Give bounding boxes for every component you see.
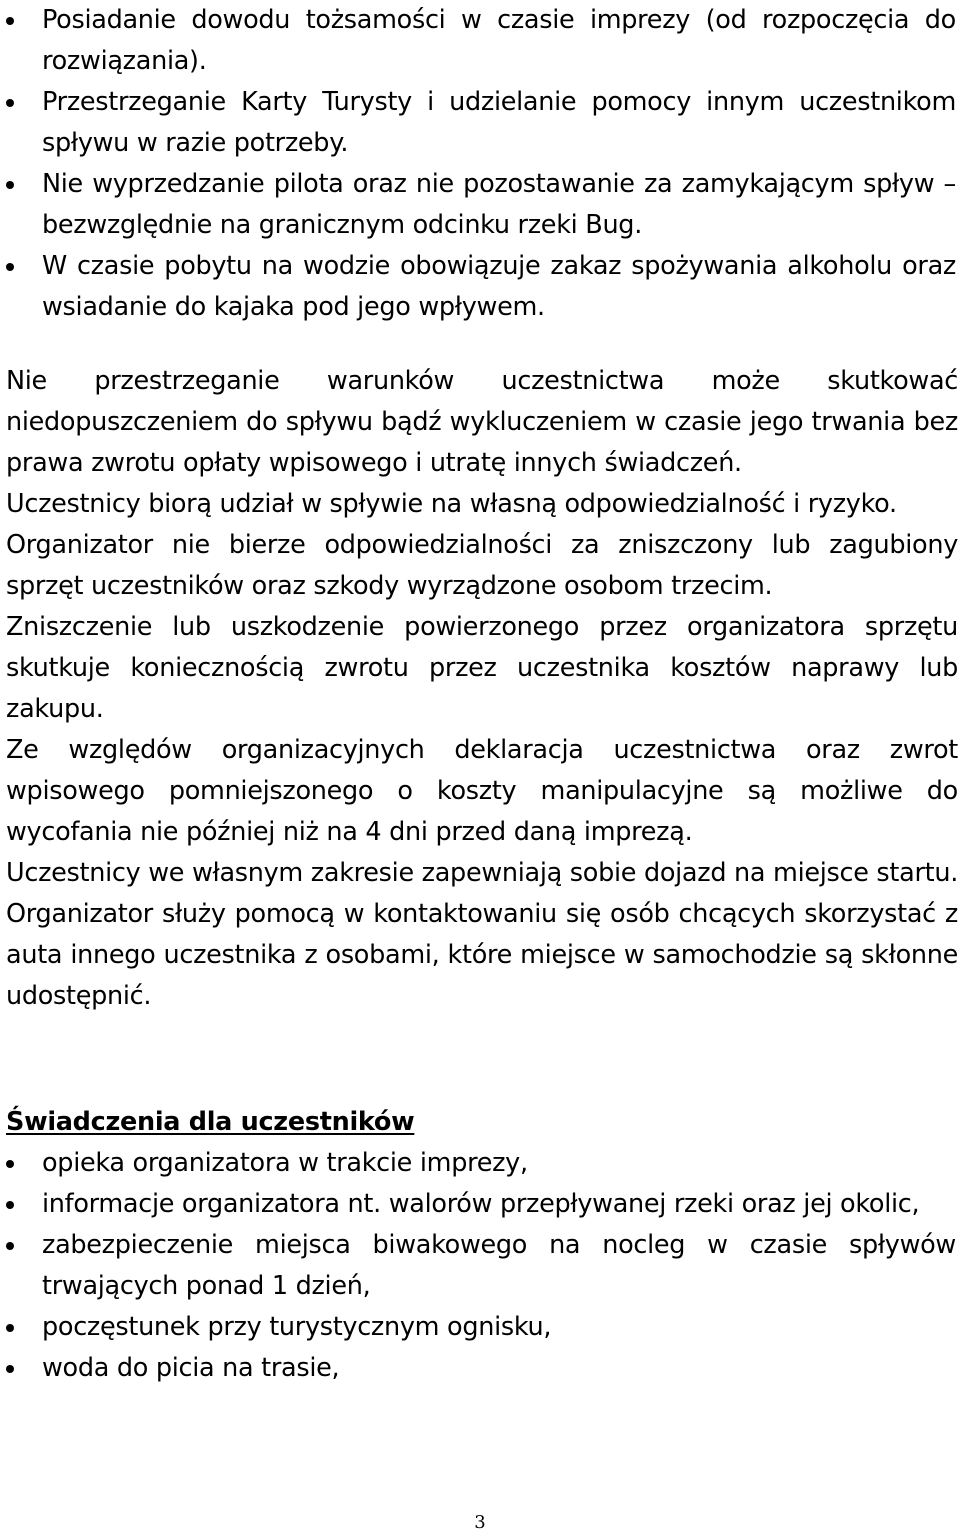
page-number: 3 [474,1512,486,1533]
paragraph: Nie przestrzeganie warunków uczestnictwa może skutkować niedopuszczeniem do spływu bądź wykluczeniem w czasie jego trwania bez prawa zwrotu opłaty wpisowego i utratę innych świadczeń. [6,366,958,478]
list-item: Przestrzeganie Karty Turysty i udzielanie pomocy innym uczestnikom spływu w razie potrzeby. [0,82,958,164]
list-item: poczęstunek przy turystycznym ognisku, [0,1307,958,1348]
paragraph: Ze względów organizacyjnych deklaracja uczestnictwa oraz zwrot wpisowego pomniejszonego o koszty manipulacyjne są możliwe do wycofania nie później niż na 4 dni przed daną imprezą. [6,735,958,847]
list-item: Nie wyprzedzanie pilota oraz nie pozostawanie za zamykającym spływ – bezwzględnie na granicznym odcinku rzeki Bug. [0,164,958,246]
list-item: opieka organizatora w trakcie imprezy, [0,1143,958,1184]
rules-list [0,0,958,328]
paragraph: Zniszczenie lub uszkodzenie powierzonego przez organizatora sprzętu skutkuje koniecznością zwrotu przez uczestnika kosztów naprawy lub zakupu. [6,612,958,724]
list-item: zabezpieczenie miejsca biwakowego na nocleg w czasie spływów trwających ponad 1 dzień, [0,1225,958,1307]
list-item: woda do picia na trasie, [0,1348,958,1389]
paragraph: Organizator nie bierze odpowiedzialności za zniszczony lub zagubiony sprzęt uczestników oraz szkody wyrządzone osobom trzecim. [6,530,958,601]
list-item: W czasie pobytu na wodzie obowiązuje zakaz spożywania alkoholu oraz wsiadanie do kajaka pod jego wpływem. [0,246,958,328]
paragraph: Uczestnicy we własnym zakresie zapewniają sobie dojazd na miejsce startu. Organizator służy pomocą w kontaktowaniu się osób chcących skorzystać z auta innego uczestnika z osobami, które miejsce w samochodzie są skłonne udostępnić. [6,858,958,1011]
paragraph: Uczestnicy biorą udział w spływie na własną odpowiedzialność i ryzyko. [6,489,897,519]
benefits-heading: Świadczenia dla uczestników [6,1107,415,1137]
benefits-list [0,1143,958,1389]
conditions-section [6,361,958,1017]
list-item: informacje organizatora nt. walorów przepływanej rzeki oraz jej okolic, [0,1184,958,1225]
list-item: Posiadanie dowodu tożsamości w czasie imprezy (od rozpoczęcia do rozwiązania). [0,0,958,82]
